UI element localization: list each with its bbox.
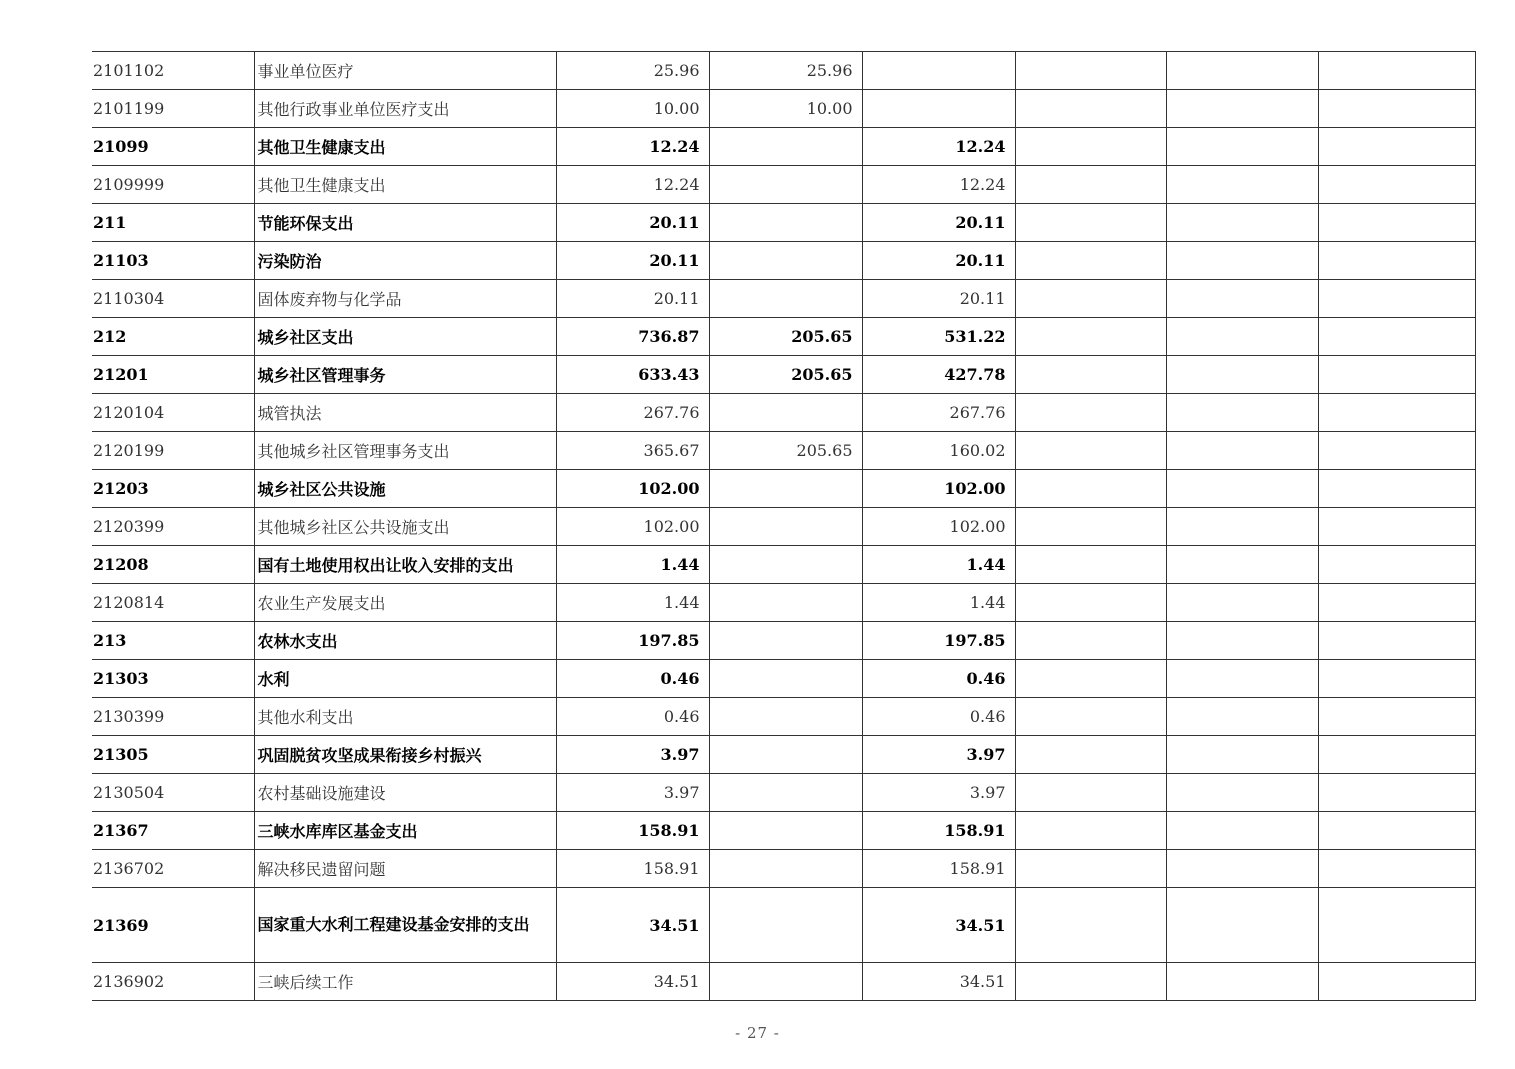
project-expense-cell: 160.02	[862, 432, 1015, 470]
empty-cell	[1015, 52, 1166, 90]
table-row	[92, 774, 1475, 812]
empty-cell	[1166, 888, 1318, 963]
total-cell: 158.91	[556, 812, 709, 850]
name-cell: 其他水利支出	[254, 698, 556, 736]
empty-cell	[1318, 698, 1475, 736]
project-expense-cell: 12.24	[862, 166, 1015, 204]
basic-expense-cell	[709, 888, 862, 963]
empty-cell	[1166, 166, 1318, 204]
code-cell: 21303	[92, 660, 254, 698]
project-expense-cell: 1.44	[862, 546, 1015, 584]
basic-expense-cell	[709, 736, 862, 774]
empty-cell	[1015, 622, 1166, 660]
table-row	[92, 166, 1475, 204]
total-cell: 267.76	[556, 394, 709, 432]
project-expense-cell: 102.00	[862, 508, 1015, 546]
empty-cell	[1318, 812, 1475, 850]
code-cell: 2120199	[92, 432, 254, 470]
empty-cell	[1015, 888, 1166, 963]
code-cell: 21203	[92, 470, 254, 508]
name-cell: 水利	[254, 660, 556, 698]
total-cell: 102.00	[556, 508, 709, 546]
code-cell: 21201	[92, 356, 254, 394]
table-row	[92, 660, 1475, 698]
empty-cell	[1015, 660, 1166, 698]
total-cell: 158.91	[556, 850, 709, 888]
name-cell: 三峡水库库区基金支出	[254, 812, 556, 850]
basic-expense-cell	[709, 850, 862, 888]
empty-cell	[1015, 812, 1166, 850]
empty-cell	[1318, 432, 1475, 470]
empty-cell	[1166, 52, 1318, 90]
code-cell: 211	[92, 204, 254, 242]
code-cell: 2110304	[92, 280, 254, 318]
name-cell: 农林水支出	[254, 622, 556, 660]
table-row	[92, 356, 1475, 394]
table-row	[92, 622, 1475, 660]
total-cell: 20.11	[556, 280, 709, 318]
empty-cell	[1318, 622, 1475, 660]
empty-cell	[1166, 242, 1318, 280]
total-cell: 12.24	[556, 166, 709, 204]
code-cell: 21369	[92, 888, 254, 963]
empty-cell	[1015, 394, 1166, 432]
code-cell: 2130504	[92, 774, 254, 812]
empty-cell	[1015, 850, 1166, 888]
basic-expense-cell: 205.65	[709, 356, 862, 394]
code-cell: 21208	[92, 546, 254, 584]
table-row	[92, 470, 1475, 508]
empty-cell	[1318, 356, 1475, 394]
basic-expense-cell	[709, 394, 862, 432]
code-cell: 2136702	[92, 850, 254, 888]
total-cell: 34.51	[556, 888, 709, 963]
table-row	[92, 394, 1475, 432]
table-row	[92, 584, 1475, 622]
basic-expense-cell	[709, 280, 862, 318]
name-cell: 农业生产发展支出	[254, 584, 556, 622]
empty-cell	[1015, 280, 1166, 318]
empty-cell	[1166, 280, 1318, 318]
table-row	[92, 888, 1475, 963]
empty-cell	[1318, 888, 1475, 963]
project-expense-cell: 1.44	[862, 584, 1015, 622]
total-cell: 102.00	[556, 470, 709, 508]
empty-cell	[1166, 90, 1318, 128]
name-cell: 其他行政事业单位医疗支出	[254, 90, 556, 128]
basic-expense-cell	[709, 166, 862, 204]
code-cell: 2109999	[92, 166, 254, 204]
basic-expense-cell	[709, 660, 862, 698]
basic-expense-cell: 25.96	[709, 52, 862, 90]
basic-expense-cell	[709, 812, 862, 850]
empty-cell	[1318, 280, 1475, 318]
total-cell: 12.24	[556, 128, 709, 166]
basic-expense-cell	[709, 584, 862, 622]
basic-expense-cell	[709, 963, 862, 1001]
name-cell: 国有土地使用权出让收入安排的支出	[254, 546, 556, 584]
project-expense-cell: 102.00	[862, 470, 1015, 508]
table-row	[92, 850, 1475, 888]
name-cell: 农村基础设施建设	[254, 774, 556, 812]
empty-cell	[1318, 774, 1475, 812]
empty-cell	[1318, 166, 1475, 204]
empty-cell	[1166, 508, 1318, 546]
name-cell: 节能环保支出	[254, 204, 556, 242]
empty-cell	[1318, 963, 1475, 1001]
table-body	[92, 52, 1475, 1001]
empty-cell	[1166, 963, 1318, 1001]
empty-cell	[1166, 774, 1318, 812]
table-row	[92, 546, 1475, 584]
empty-cell	[1318, 850, 1475, 888]
project-expense-cell	[862, 52, 1015, 90]
empty-cell	[1318, 52, 1475, 90]
basic-expense-cell	[709, 698, 862, 736]
project-expense-cell: 427.78	[862, 356, 1015, 394]
code-cell: 212	[92, 318, 254, 356]
empty-cell	[1166, 432, 1318, 470]
empty-cell	[1015, 204, 1166, 242]
name-cell: 其他卫生健康支出	[254, 166, 556, 204]
empty-cell	[1166, 584, 1318, 622]
project-expense-cell: 20.11	[862, 242, 1015, 280]
code-cell: 21305	[92, 736, 254, 774]
empty-cell	[1318, 736, 1475, 774]
empty-cell	[1166, 470, 1318, 508]
budget-table	[92, 51, 1476, 1001]
project-expense-cell: 20.11	[862, 280, 1015, 318]
empty-cell	[1015, 584, 1166, 622]
total-cell: 0.46	[556, 698, 709, 736]
basic-expense-cell	[709, 470, 862, 508]
empty-cell	[1166, 736, 1318, 774]
empty-cell	[1015, 774, 1166, 812]
project-expense-cell: 34.51	[862, 888, 1015, 963]
project-expense-cell: 20.11	[862, 204, 1015, 242]
basic-expense-cell: 10.00	[709, 90, 862, 128]
code-cell: 2120814	[92, 584, 254, 622]
empty-cell	[1318, 584, 1475, 622]
empty-cell	[1318, 660, 1475, 698]
empty-cell	[1015, 470, 1166, 508]
empty-cell	[1015, 356, 1166, 394]
total-cell: 3.97	[556, 736, 709, 774]
name-cell: 国家重大水利工程建设基金安排的支出	[254, 888, 556, 963]
empty-cell	[1015, 432, 1166, 470]
code-cell: 213	[92, 622, 254, 660]
empty-cell	[1318, 470, 1475, 508]
table-row	[92, 963, 1475, 1001]
project-expense-cell: 34.51	[862, 963, 1015, 1001]
empty-cell	[1015, 736, 1166, 774]
name-cell: 城管执法	[254, 394, 556, 432]
basic-expense-cell	[709, 546, 862, 584]
name-cell: 城乡社区支出	[254, 318, 556, 356]
empty-cell	[1166, 356, 1318, 394]
empty-cell	[1166, 204, 1318, 242]
table-row	[92, 90, 1475, 128]
total-cell: 34.51	[556, 963, 709, 1001]
basic-expense-cell	[709, 242, 862, 280]
empty-cell	[1166, 850, 1318, 888]
table-row	[92, 242, 1475, 280]
basic-expense-cell	[709, 774, 862, 812]
name-cell: 事业单位医疗	[254, 52, 556, 90]
empty-cell	[1015, 508, 1166, 546]
empty-cell	[1318, 546, 1475, 584]
empty-cell	[1318, 318, 1475, 356]
code-cell: 2120399	[92, 508, 254, 546]
empty-cell	[1166, 622, 1318, 660]
total-cell: 736.87	[556, 318, 709, 356]
table-row	[92, 698, 1475, 736]
basic-expense-cell	[709, 508, 862, 546]
empty-cell	[1166, 812, 1318, 850]
code-cell: 2120104	[92, 394, 254, 432]
table-row	[92, 204, 1475, 242]
project-expense-cell: 158.91	[862, 812, 1015, 850]
name-cell: 三峡后续工作	[254, 963, 556, 1001]
name-cell: 解决移民遗留问题	[254, 850, 556, 888]
empty-cell	[1015, 128, 1166, 166]
empty-cell	[1318, 394, 1475, 432]
total-cell: 3.97	[556, 774, 709, 812]
empty-cell	[1318, 128, 1475, 166]
basic-expense-cell	[709, 204, 862, 242]
table-row	[92, 508, 1475, 546]
total-cell: 197.85	[556, 622, 709, 660]
total-cell: 1.44	[556, 584, 709, 622]
total-cell: 0.46	[556, 660, 709, 698]
name-cell: 巩固脱贫攻坚成果衔接乡村振兴	[254, 736, 556, 774]
name-cell: 城乡社区管理事务	[254, 356, 556, 394]
table-row	[92, 432, 1475, 470]
name-cell: 污染防治	[254, 242, 556, 280]
empty-cell	[1166, 394, 1318, 432]
empty-cell	[1166, 546, 1318, 584]
code-cell: 2101199	[92, 90, 254, 128]
total-cell: 25.96	[556, 52, 709, 90]
basic-expense-cell: 205.65	[709, 432, 862, 470]
total-cell: 633.43	[556, 356, 709, 394]
empty-cell	[1166, 318, 1318, 356]
project-expense-cell: 3.97	[862, 774, 1015, 812]
project-expense-cell: 3.97	[862, 736, 1015, 774]
empty-cell	[1318, 204, 1475, 242]
basic-expense-cell	[709, 128, 862, 166]
table-row	[92, 128, 1475, 166]
table-row	[92, 280, 1475, 318]
project-expense-cell: 158.91	[862, 850, 1015, 888]
basic-expense-cell	[709, 622, 862, 660]
project-expense-cell: 531.22	[862, 318, 1015, 356]
code-cell: 2101102	[92, 52, 254, 90]
empty-cell	[1318, 242, 1475, 280]
name-cell: 固体废弃物与化学品	[254, 280, 556, 318]
project-expense-cell: 0.46	[862, 660, 1015, 698]
empty-cell	[1166, 660, 1318, 698]
project-expense-cell: 12.24	[862, 128, 1015, 166]
code-cell: 21099	[92, 128, 254, 166]
empty-cell	[1015, 963, 1166, 1001]
empty-cell	[1318, 508, 1475, 546]
empty-cell	[1318, 90, 1475, 128]
name-cell: 其他卫生健康支出	[254, 128, 556, 166]
table-row	[92, 812, 1475, 850]
name-cell: 其他城乡社区管理事务支出	[254, 432, 556, 470]
empty-cell	[1015, 546, 1166, 584]
basic-expense-cell: 205.65	[709, 318, 862, 356]
total-cell: 1.44	[556, 546, 709, 584]
empty-cell	[1015, 318, 1166, 356]
total-cell: 20.11	[556, 242, 709, 280]
project-expense-cell: 0.46	[862, 698, 1015, 736]
total-cell: 10.00	[556, 90, 709, 128]
total-cell: 20.11	[556, 204, 709, 242]
table-row	[92, 52, 1475, 90]
code-cell: 2130399	[92, 698, 254, 736]
empty-cell	[1166, 128, 1318, 166]
empty-cell	[1166, 698, 1318, 736]
project-expense-cell	[862, 90, 1015, 128]
empty-cell	[1015, 698, 1166, 736]
empty-cell	[1015, 90, 1166, 128]
table-row	[92, 318, 1475, 356]
code-cell: 2136902	[92, 963, 254, 1001]
name-cell: 城乡社区公共设施	[254, 470, 556, 508]
code-cell: 21367	[92, 812, 254, 850]
empty-cell	[1015, 242, 1166, 280]
empty-cell	[1015, 166, 1166, 204]
page-number: - 27 -	[735, 1024, 780, 1042]
total-cell: 365.67	[556, 432, 709, 470]
project-expense-cell: 267.76	[862, 394, 1015, 432]
table-row	[92, 736, 1475, 774]
name-cell: 其他城乡社区公共设施支出	[254, 508, 556, 546]
code-cell: 21103	[92, 242, 254, 280]
project-expense-cell: 197.85	[862, 622, 1015, 660]
